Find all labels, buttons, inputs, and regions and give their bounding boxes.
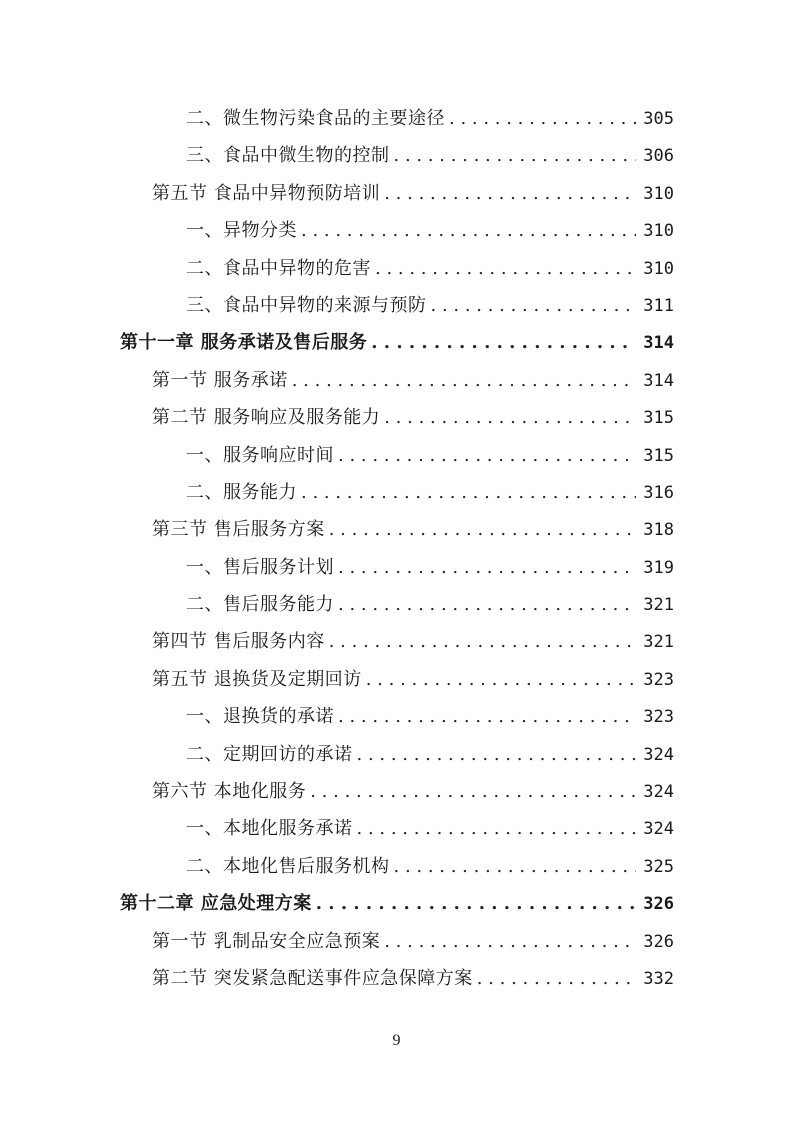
toc-section-entry[interactable]	[120, 623, 674, 660]
toc-subsection-entry[interactable]	[120, 250, 674, 287]
toc-subsection-entry[interactable]	[120, 437, 674, 474]
toc-entry-title: 一、售后服务计划	[186, 556, 334, 578]
toc-subsection-entry[interactable]	[120, 848, 674, 885]
toc-entry-page: 321	[643, 632, 674, 653]
toc-subsection-entry[interactable]	[120, 736, 674, 773]
toc-section-entry[interactable]	[120, 175, 674, 212]
toc-dot-leader	[371, 324, 636, 361]
toc-dot-leader	[357, 736, 637, 773]
toc-entry-page: 315	[643, 445, 674, 466]
toc-entry-title: 第十一章 服务承诺及售后服务	[120, 332, 368, 354]
toc-entry-page: 318	[643, 520, 674, 541]
toc-entry-page: 314	[643, 333, 674, 354]
toc-dot-leader	[329, 623, 636, 660]
toc-entry-title: 二、服务能力	[186, 481, 297, 503]
toc-dot-leader	[329, 511, 636, 548]
toc-subsection-entry[interactable]	[120, 698, 674, 735]
toc-dot-leader	[338, 586, 636, 623]
toc-entry-title: 第一节 服务承诺	[152, 369, 288, 391]
toc-entry-page: 310	[643, 183, 674, 204]
toc-entry-page: 332	[643, 968, 674, 989]
toc-entry-title: 第五节 食品中异物预防培训	[152, 182, 381, 204]
toc-entry-page: 324	[643, 744, 674, 765]
toc-section-entry[interactable]	[120, 399, 674, 436]
toc-dot-leader	[431, 287, 637, 324]
toc-subsection-entry[interactable]	[120, 287, 674, 324]
toc-entry-page: 326	[643, 931, 674, 952]
toc-entry-title: 第一节 乳制品安全应急预案	[152, 930, 381, 952]
toc-entry-title: 三、食品中微生物的控制	[186, 145, 390, 167]
toc-entry-page: 316	[643, 482, 674, 503]
toc-dot-leader	[338, 549, 636, 586]
toc-dot-leader	[384, 923, 636, 960]
toc-dot-leader	[384, 175, 636, 212]
toc-entry-page: 314	[643, 370, 674, 391]
toc-section-entry[interactable]	[120, 362, 674, 399]
toc-entry-title: 第四节 售后服务内容	[152, 631, 325, 653]
toc-entry-title: 二、食品中异物的危害	[186, 257, 371, 279]
toc-entry-title: 第三节 售后服务方案	[152, 519, 325, 541]
toc-dot-leader	[394, 848, 637, 885]
toc-entry-title: 二、本地化售后服务机构	[186, 855, 390, 877]
toc-dot-leader	[301, 474, 636, 511]
toc-dot-leader	[357, 810, 637, 847]
toc-subsection-entry[interactable]	[120, 586, 674, 623]
toc-entry-title: 二、定期回访的承诺	[186, 743, 353, 765]
toc-entry-page: 325	[643, 856, 674, 877]
toc-chapter-entry[interactable]	[120, 885, 674, 922]
toc-entry-page: 310	[643, 221, 674, 242]
toc-subsection-entry[interactable]	[120, 549, 674, 586]
toc-dot-leader	[394, 137, 637, 174]
toc-entry-page: 315	[643, 408, 674, 429]
toc-entry-title: 第二节 突发紧急配送事件应急保障方案	[152, 967, 473, 989]
toc-dot-leader	[310, 773, 636, 810]
toc-dot-leader	[316, 885, 636, 922]
toc-dot-leader	[338, 698, 636, 735]
toc-entry-title: 二、微生物污染食品的主要途径	[186, 108, 445, 129]
toc-entry-page: 321	[643, 595, 674, 616]
table-of-contents	[120, 100, 674, 997]
toc-entry-title: 一、本地化服务承诺	[186, 818, 353, 840]
toc-dot-leader	[477, 960, 636, 997]
toc-entry-page: 324	[643, 782, 674, 803]
toc-subsection-entry[interactable]	[120, 810, 674, 847]
toc-dot-leader	[449, 100, 636, 137]
toc-entry-title: 第六节 本地化服务	[152, 781, 307, 803]
toc-entry-title: 一、退换货的承诺	[186, 706, 334, 728]
toc-dot-leader	[301, 212, 636, 249]
toc-entry-title: 三、食品中异物的来源与预防	[186, 294, 427, 316]
toc-subsection-entry[interactable]	[120, 474, 674, 511]
toc-section-entry[interactable]	[120, 773, 674, 810]
toc-dot-leader	[338, 437, 636, 474]
toc-dot-leader	[375, 250, 636, 287]
page-number: 9	[392, 1032, 401, 1049]
toc-entry-page: 326	[643, 894, 674, 915]
toc-entry-page: 319	[643, 557, 674, 578]
toc-subsection-entry[interactable]	[120, 212, 674, 249]
toc-entry-page: 305	[643, 109, 674, 129]
toc-section-entry[interactable]	[120, 960, 674, 997]
toc-entry-title: 一、异物分类	[186, 220, 297, 242]
toc-entry-page: 311	[643, 295, 674, 316]
toc-chapter-entry[interactable]	[120, 324, 674, 361]
toc-entry-page: 324	[643, 819, 674, 840]
toc-entry-page: 306	[643, 146, 674, 167]
toc-entry-title: 第五节 退换货及定期回访	[152, 668, 362, 690]
toc-entry-page: 323	[643, 669, 674, 690]
toc-dot-leader	[384, 399, 636, 436]
toc-entry-title: 第二节 服务响应及服务能力	[152, 407, 381, 429]
toc-entry-title: 一、服务响应时间	[186, 444, 334, 466]
toc-entry-page: 323	[643, 707, 674, 728]
toc-subsection-entry[interactable]	[120, 100, 674, 137]
toc-dot-leader	[292, 362, 636, 399]
toc-subsection-entry[interactable]	[120, 137, 674, 174]
toc-entry-page: 310	[643, 258, 674, 279]
toc-section-entry[interactable]	[120, 923, 674, 960]
toc-entry-title: 第十二章 应急处理方案	[120, 893, 312, 915]
toc-dot-leader	[366, 661, 636, 698]
toc-section-entry[interactable]	[120, 661, 674, 698]
toc-entry-title: 二、售后服务能力	[186, 594, 334, 616]
toc-section-entry[interactable]	[120, 511, 674, 548]
